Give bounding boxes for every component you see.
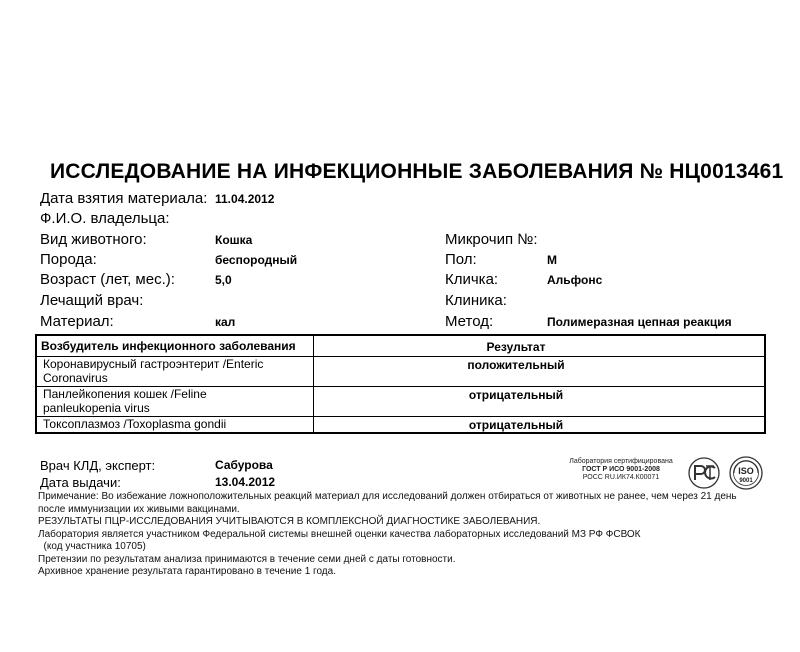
- certification-block: [556, 455, 766, 493]
- note-line: (код участника 10705): [38, 541, 146, 552]
- nickname-value: Альфонс: [547, 273, 603, 287]
- pathogen-name-line2: panleukopenia virus: [43, 401, 150, 415]
- table-row: [36, 357, 765, 387]
- iso-number: 9001: [739, 478, 753, 484]
- lab-doctor-label: Врач КЛД, эксперт:: [40, 458, 156, 473]
- note-line: РЕЗУЛЬТАТЫ ПЦР-ИССЛЕДОВАНИЯ УЧИТЫВАЮТСЯ В КОМПЛЕКСНОЙ ДИАГНОСТИКЕ ЗАБОЛЕВАНИЯ.: [38, 516, 541, 527]
- method-value: Полимеразная цепная реакция: [547, 315, 732, 329]
- animal-type-value: Кошка: [215, 233, 253, 247]
- result-header: Результат: [314, 335, 766, 357]
- lab-doctor-value: Сабурова: [215, 458, 273, 472]
- pathogen-name-line1: Коронавирусный гастроэнтерит /Enteric: [43, 357, 264, 371]
- clinic-label: Клиника:: [445, 292, 507, 309]
- owner-label: Ф.И.О. владельца:: [40, 210, 170, 227]
- results-table: [35, 334, 766, 434]
- method-label: Метод:: [445, 313, 494, 330]
- age-label: Возраст (лет, мес.):: [40, 271, 175, 288]
- pathogen-name-line1: Панлейкопения кошек /Feline: [43, 387, 207, 401]
- doctor-label: Лечащий врач:: [40, 292, 144, 309]
- breed-value: беспородный: [215, 253, 298, 267]
- nickname-label: Кличка:: [445, 271, 499, 288]
- iso-text: ISO: [738, 466, 754, 476]
- pathogen-cell: [36, 417, 314, 434]
- cert-line3: РОСС RU.ИК74.К00071: [582, 474, 660, 481]
- pathogen-name-line2: Coronavirus: [43, 371, 108, 385]
- breed-label: Порода:: [40, 251, 97, 268]
- document-title: ИССЛЕДОВАНИЕ НА ИНФЕКЦИОННЫЕ ЗАБОЛЕВАНИЯ № НЦ0013461: [50, 160, 784, 183]
- rst-certification-logo: [687, 456, 723, 490]
- cert-line1: Лаборатория сертифицирована: [569, 458, 673, 465]
- issue-date-value: 13.04.2012: [215, 475, 276, 489]
- table-row: [36, 387, 765, 417]
- table-header-row: [36, 335, 765, 357]
- pathogen-header: Возбудитель инфекционного заболевания: [36, 335, 314, 357]
- notes-block: [38, 491, 737, 579]
- microchip-label: Микрочип №:: [445, 231, 538, 248]
- age-value: 5,0: [215, 273, 232, 287]
- note-line: Претензии по результатам анализа принимаются в течение семи дней с даты готовности.: [38, 553, 456, 565]
- sex-value: М: [547, 253, 557, 267]
- result-cell: отрицательный: [314, 417, 766, 434]
- issue-date-label: Дата выдачи:: [40, 475, 121, 490]
- iso-certification-logo: [728, 455, 764, 491]
- table-row: [36, 417, 765, 434]
- material-label: Материал:: [40, 313, 114, 330]
- pathogen-cell: [36, 357, 314, 387]
- material-value: кал: [215, 315, 236, 329]
- pathogen-cell: [36, 387, 314, 417]
- note-line: Архивное хранение результата гарантировано в течение 1 года.: [38, 566, 336, 577]
- result-cell: положительный: [314, 357, 766, 387]
- note-line: Лаборатория является участником Федеральной системы внешней оценки качества лабораторных исследований МЗ РФ ФСВОК: [38, 528, 641, 540]
- date-taken-value: 11.04.2012: [215, 192, 275, 206]
- cert-line2: ГОСТ Р ИСО 9001-2008: [582, 466, 660, 473]
- result-cell: отрицательный: [314, 387, 766, 417]
- note-line: Примечание: Во избежание ложноположительных реакций материал для исследований должен отбираться от животных не ранее, чем через 21 день: [38, 491, 737, 502]
- animal-type-label: Вид животного:: [40, 231, 147, 248]
- sex-label: Пол:: [445, 251, 477, 268]
- date-taken-label: Дата взятия материала:: [40, 190, 208, 207]
- note-line: после иммунизации их живыми вакцинами.: [38, 503, 240, 515]
- pathogen-name-line1: Токсоплазмоз /Toxoplasma gondii: [43, 417, 227, 431]
